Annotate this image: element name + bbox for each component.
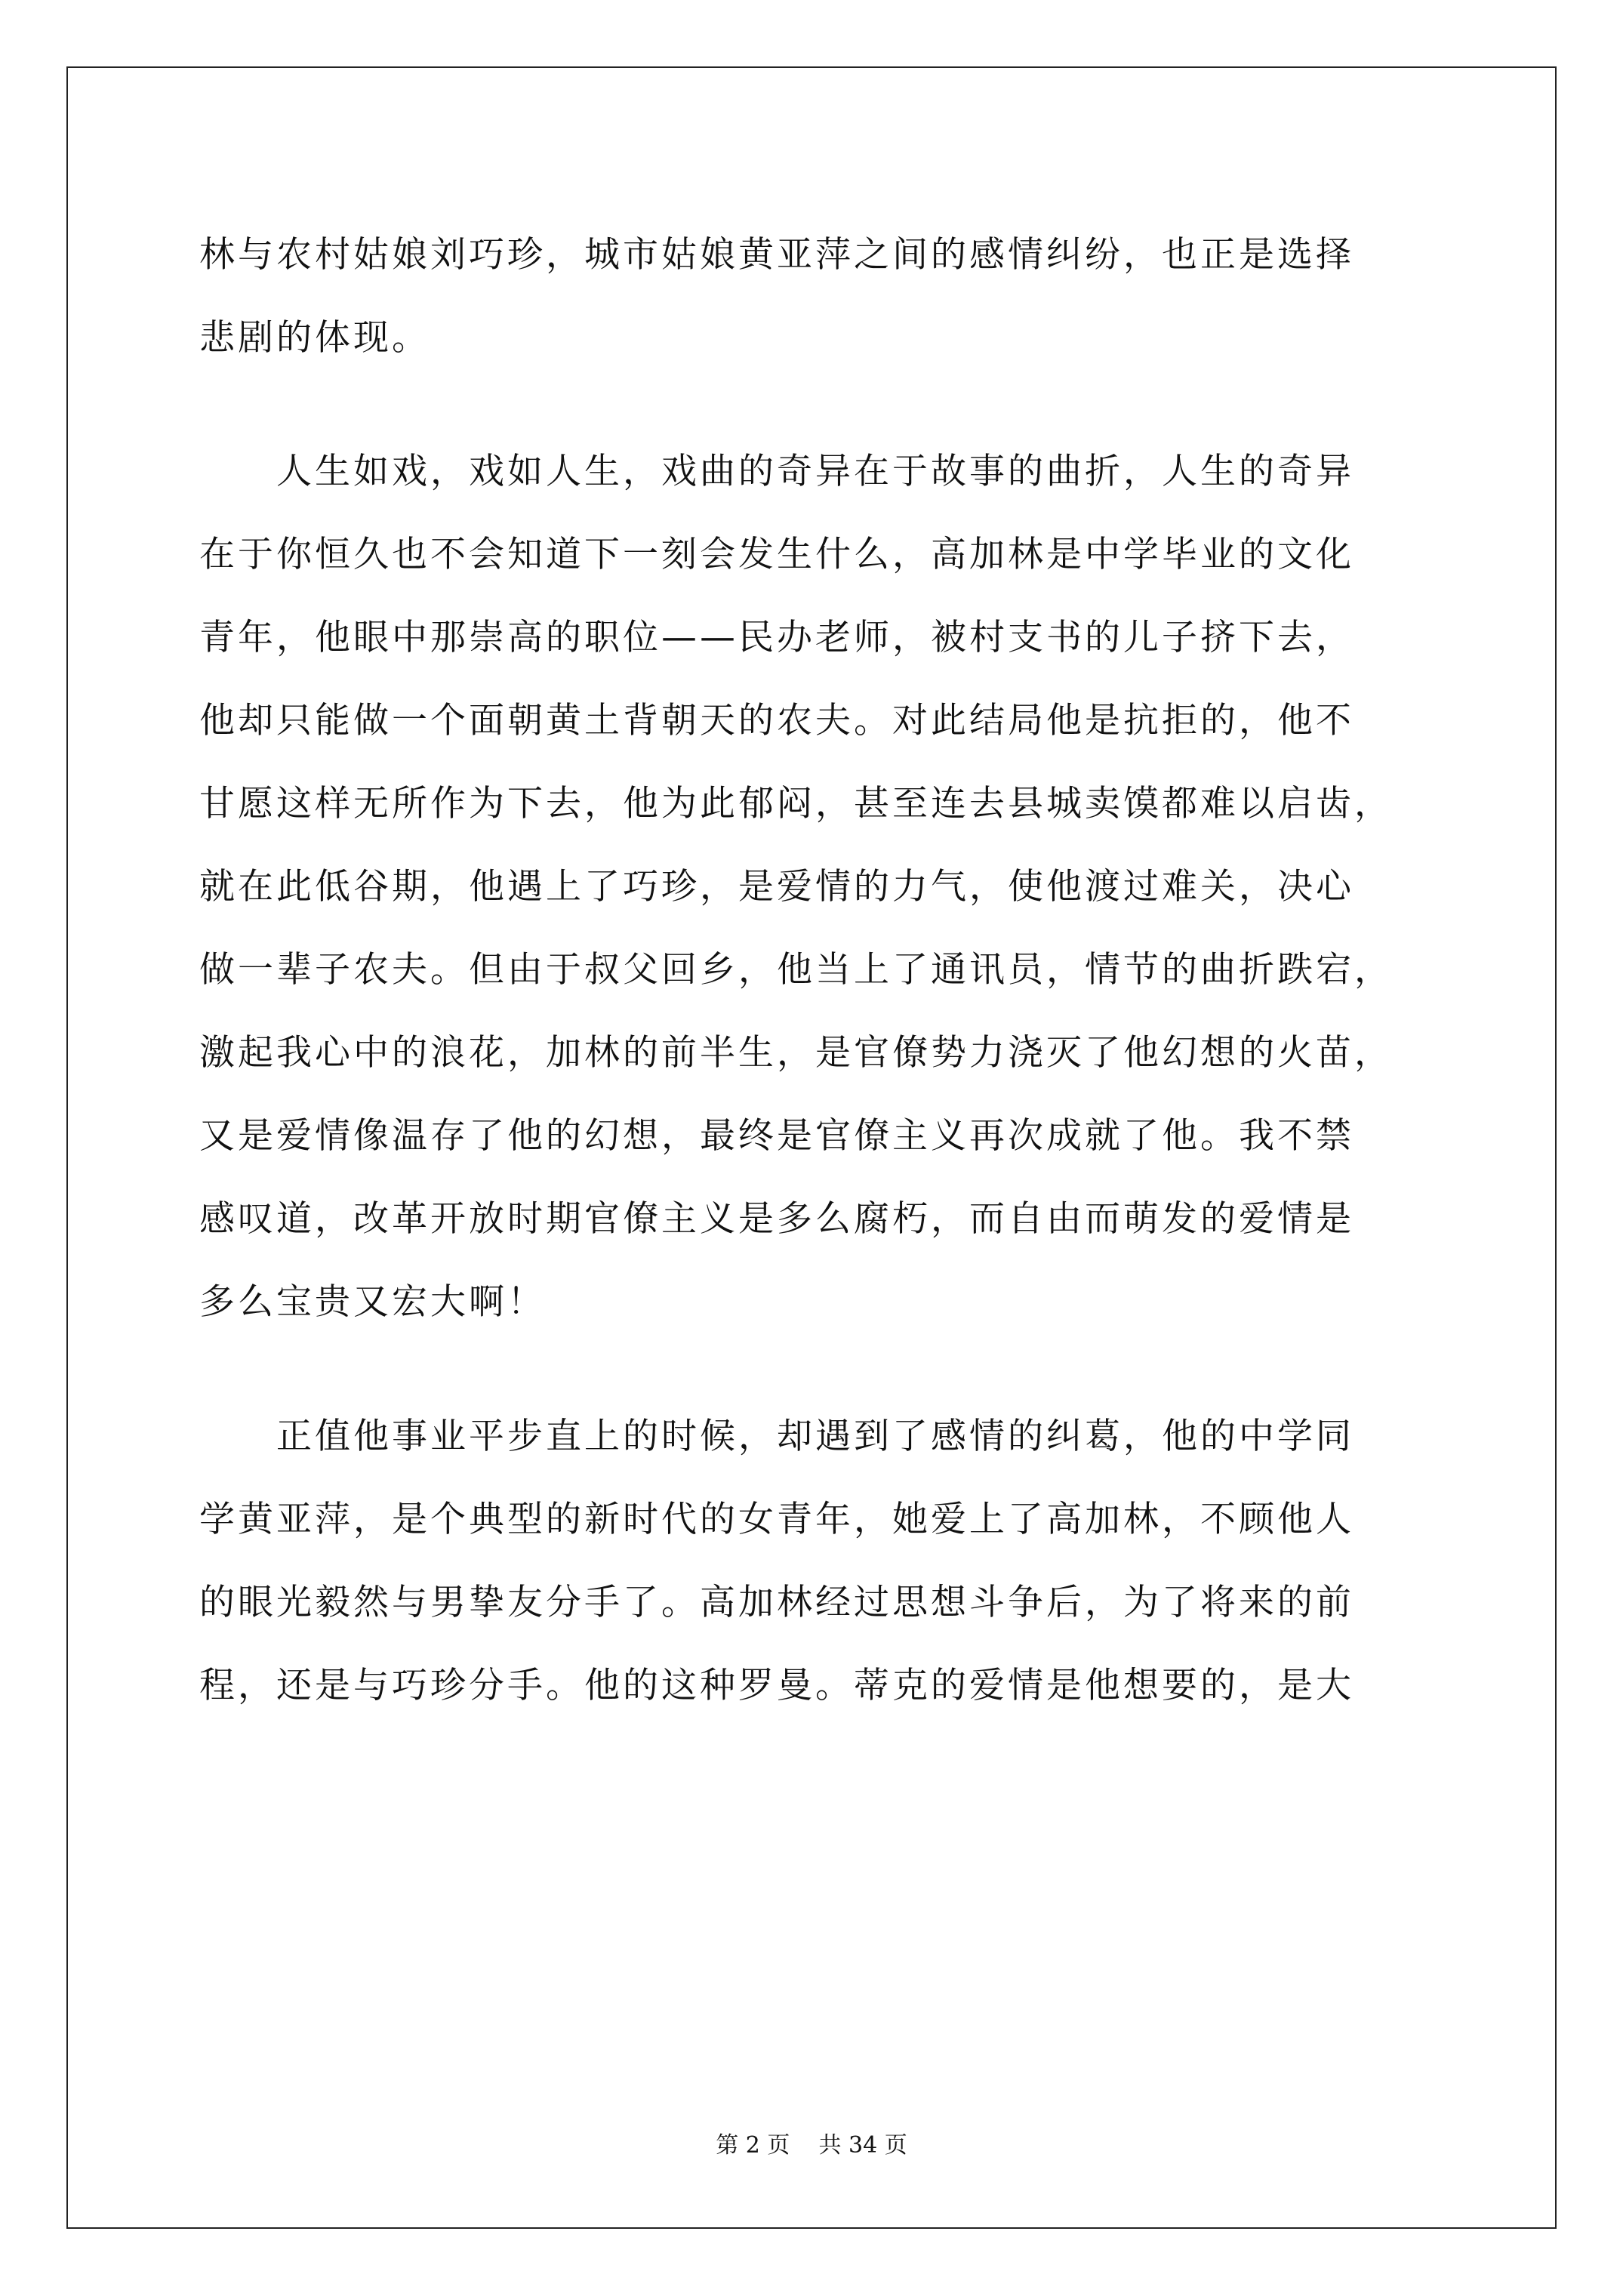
text-line: 又是爱情像温存了他的幻想，最终是官僚主义再次成就了他。我不禁 bbox=[199, 1115, 1354, 1157]
text-line: 的眼光毅然与男挚友分手了。高加林经过思想斗争后，为了将来的前 bbox=[199, 1582, 1354, 1623]
page-number-footer: 第 2 页 共 34 页 bbox=[716, 2132, 907, 2159]
text-line: 多么宝贵又宏大啊！ bbox=[199, 1281, 546, 1323]
text-line: 做一辈子农夫。但由于叔父回乡，他当上了通讯员，情节的曲折跌宕， bbox=[199, 949, 1393, 991]
text-line: 青年，他眼中那崇高的职位——民办老师，被村支书的儿子挤下去， bbox=[199, 617, 1354, 658]
text-line: 程，还是与巧珍分手。他的这种罗曼。蒂克的爱情是他想要的，是大 bbox=[199, 1665, 1354, 1706]
text-line: 人生如戏，戏如人生，戏曲的奇异在于故事的曲折，人生的奇异 bbox=[199, 451, 1354, 492]
text-line: 感叹道，改革开放时期官僚主义是多么腐朽，而自由而萌发的爱情是 bbox=[199, 1198, 1354, 1240]
text-line: 学黄亚萍，是个典型的新时代的女青年，她爱上了高加林，不顾他人 bbox=[199, 1499, 1354, 1540]
text-line: 正值他事业平步直上的时候，却遇到了感情的纠葛，他的中学同 bbox=[199, 1416, 1354, 1457]
text-line: 他却只能做一个面朝黄土背朝天的农夫。对此结局他是抗拒的，他不 bbox=[199, 700, 1354, 741]
text-line: 就在此低谷期，他遇上了巧珍，是爱情的力气，使他渡过难关，决心 bbox=[199, 866, 1354, 908]
text-line: 激起我心中的浪花，加林的前半生，是官僚势力浇灭了他幻想的火苗， bbox=[199, 1032, 1393, 1074]
text-line: 在于你恒久也不会知道下一刻会发生什么，高加林是中学毕业的文化 bbox=[199, 534, 1354, 575]
text-line: 林与农村姑娘刘巧珍，城市姑娘黄亚萍之间的感情纠纷，也正是选择 bbox=[199, 234, 1354, 276]
text-line: 悲剧的体现。 bbox=[199, 317, 430, 359]
text-line: 甘愿这样无所作为下去，他为此郁闷，甚至连去县城卖馍都难以启齿， bbox=[199, 783, 1393, 824]
